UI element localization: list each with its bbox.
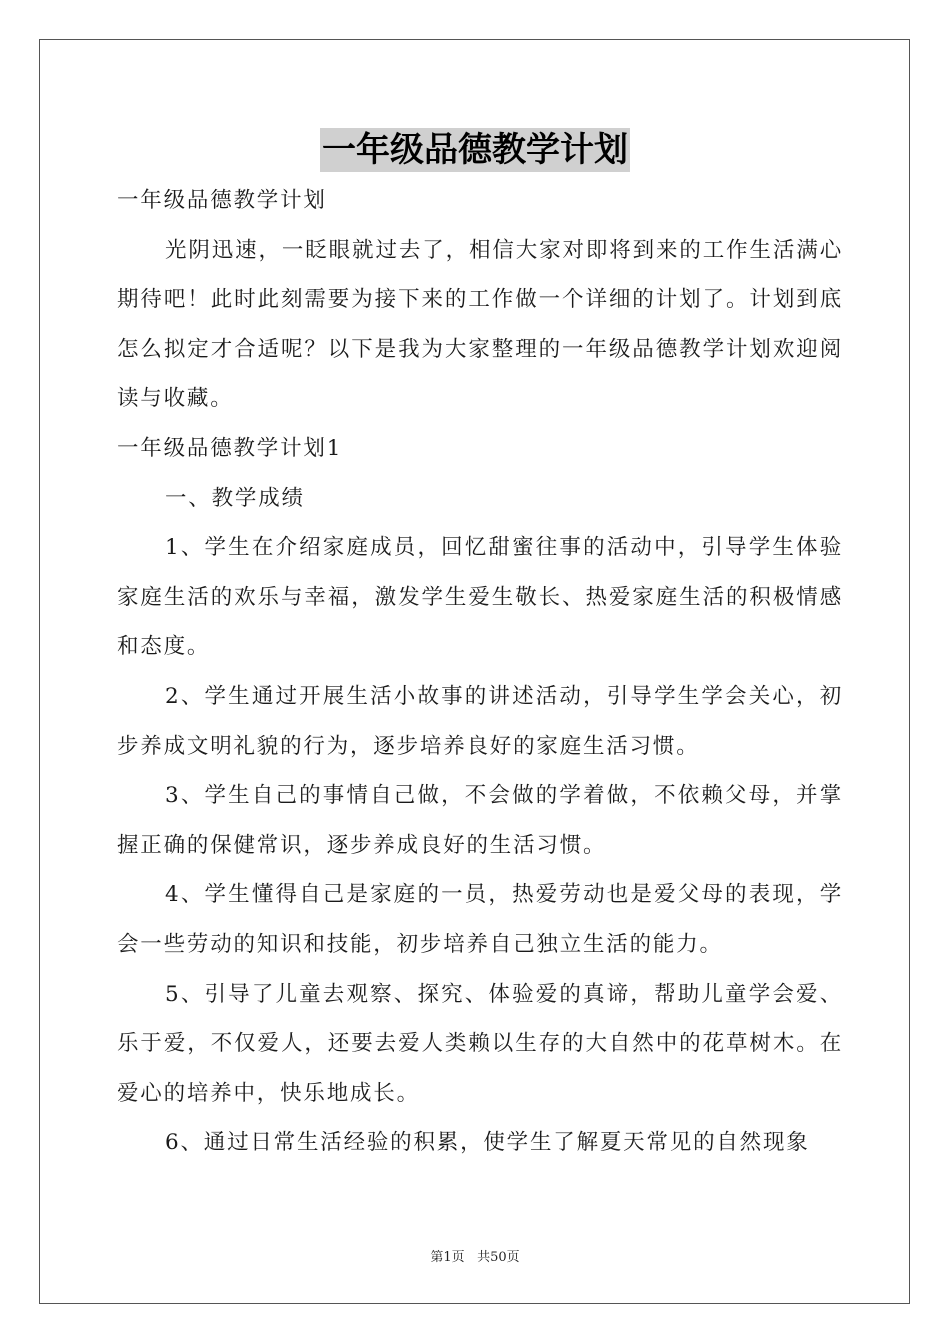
list-item: 2、学生通过开展生活小故事的讲述活动，引导学生学会关心，初步养成文明礼貌的行为，逐步培养良好的家庭生活习惯。 [117,683,843,759]
paragraph: 光阴迅速，一眨眼就过去了，相信大家对即将到来的工作生活满心期待吧！此时此刻需要为接下来的工作做一个详细的计划了。计划到底怎么拟定才合适呢？以下是我为大家整理的一年级品德教学计划欢迎阅读与收藏。 [117,237,843,412]
list-item: 6、通过日常生活经验的积累，使学生了解夏天常见的自然现象 [165,1130,810,1156]
list-item: 5、引导了儿童去观察、探究、体验爱的真谛，帮助儿童学会爱、乐于爱，不仅爱人，还要去爱人类赖以生存的大自然中的花草树木。在爱心的培养中，快乐地成长。 [117,981,843,1106]
paragraph: 一年级品德教学计划1 [117,435,343,461]
document-body [117,176,843,1168]
paragraph: 一年级品德教学计划 [117,188,327,213]
list-item: 1、学生在介绍家庭成员，回忆甜蜜往事的活动中，引导学生体验家庭生活的欢乐与幸福，激发学生爱生敬长、热爱家庭生活的积极情感和态度。 [117,535,843,660]
document-title: 一年级品德教学计划 [322,130,628,170]
page-footer [0,1246,950,1265]
section-heading: 一、教学成绩 [165,485,305,511]
page-total: 共50页 [477,1250,520,1265]
list-item: 4、学生懂得自己是家庭的一员，热爱劳动也是爱父母的表现，学会一些劳动的知识和技能，初步培养自己独立生活的能力。 [117,882,843,957]
page-number: 第1页 [430,1250,465,1265]
title-container [0,128,950,172]
list-item: 3、学生自己的事情自己做，不会做的学着做，不依赖父母，并掌握正确的保健常识，逐步养成良好的生活习惯。 [117,783,843,858]
